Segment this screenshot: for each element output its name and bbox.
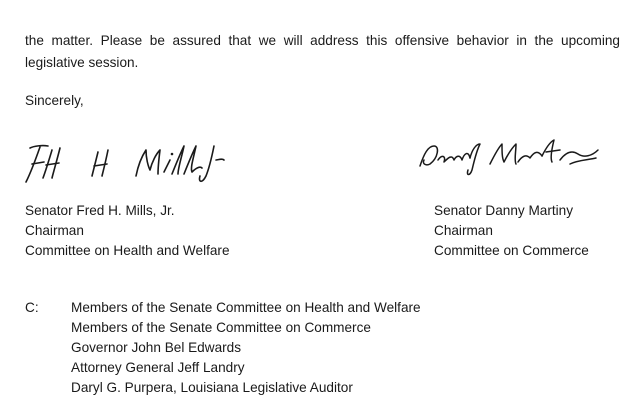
cc-recipient-list	[71, 298, 421, 398]
signature-fred-mills-drawing	[12, 138, 232, 188]
signer-name: Senator Danny Martiny	[434, 203, 574, 218]
signature-fred-mills	[12, 138, 232, 188]
signature-danny-martiny-drawing	[410, 132, 610, 180]
cc-recipient: Daryl G. Purpera, Louisiana Legislative Auditor	[71, 380, 353, 395]
signer-name: Senator Fred H. Mills, Jr.	[25, 203, 175, 218]
signer-committee: Committee on Health and Welfare	[25, 243, 230, 258]
letter-closing: Sincerely,	[25, 93, 84, 108]
cc-label: C:	[25, 300, 39, 315]
signer-title: Chairman	[434, 223, 493, 238]
cc-recipient: Members of the Senate Committee on Commerce	[71, 320, 371, 335]
signer-block-left	[25, 201, 230, 261]
signer-title: Chairman	[25, 223, 84, 238]
signer-committee: Committee on Commerce	[434, 243, 589, 258]
signer-block-right	[434, 201, 589, 261]
cc-recipient: Attorney General Jeff Landry	[71, 360, 245, 375]
cc-recipient: Members of the Senate Committee on Health and Welfare	[71, 300, 421, 315]
letter-paragraph: the matter. Please be assured that we will address this offensive behavior in the upcoming legislative session.	[25, 33, 620, 70]
cc-recipient: Governor John Bel Edwards	[71, 340, 242, 355]
signature-danny-martiny	[410, 132, 610, 180]
